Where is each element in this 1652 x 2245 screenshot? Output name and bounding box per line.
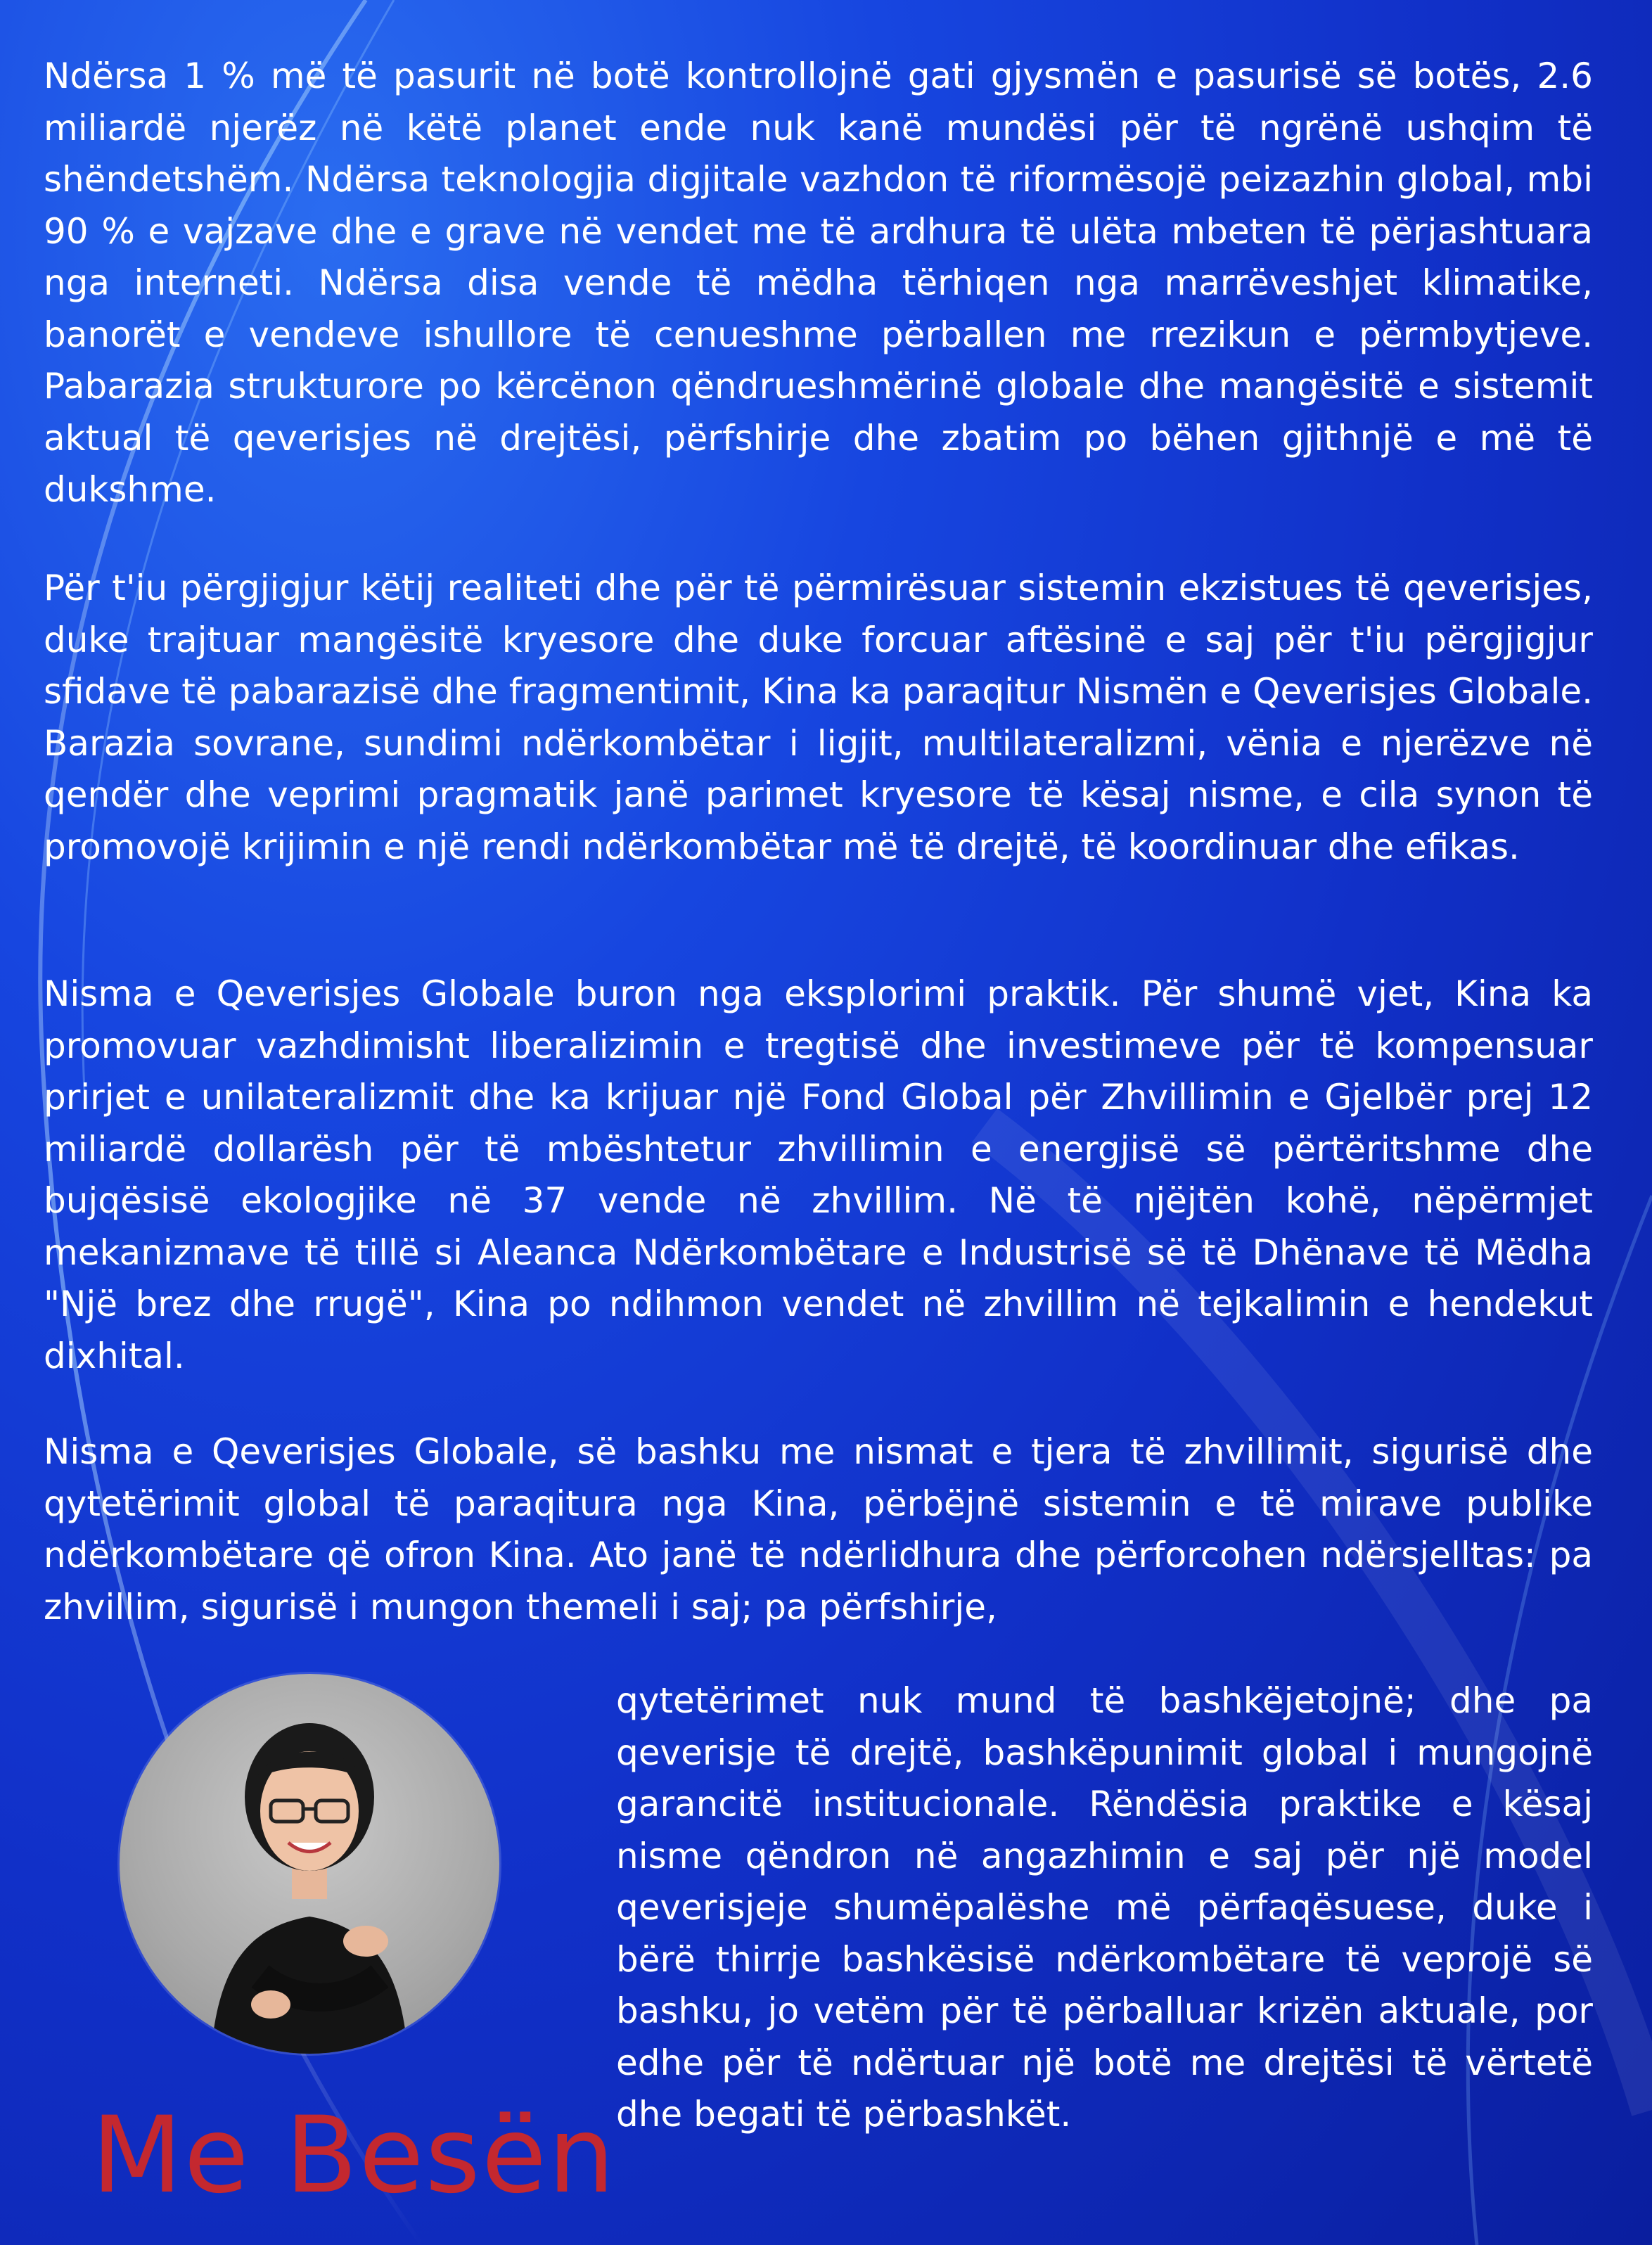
article-paragraph-4: Nisma e Qeverisjes Globale, së bashku me nismat e tjera të zhvillimit, sigurisë dhe qytetërimit global të paraqitura nga Kina, përbëjnë sistemin e të mirave publike ndërkombëtare që ofron Kina. Ato janë të ndërlidhura dhe përforcohen ndërsjelltas: pa zhvillim, sigurisë i mungon themeli i saj; pa përfshirje, (44, 1431, 1593, 1627)
author-portrait-icon (120, 1674, 499, 2054)
author-photo (120, 1674, 499, 2054)
article-paragraph-1: Ndërsa 1 % më të pasurit në botë kontrollojnë gati gjysmën e pasurisë së botës, 2.6 miliardë njerëz në këtë planet ende nuk kanë mundësi për të ngrënë ushqim të shëndetshëm. Ndërsa teknologjia digjitale vazhdon të riformësojë peizazhin global, mbi 90 % e vajzave dhe e grave në vendet me të ardhura të ulëta mbeten të përjashtuara nga interneti. Ndërsa disa vende të mëdha tërhiqen nga marrëveshjet klimatike, banorët e vendeve ishullore të cenueshme përballen me rrezikun e përmbytjeve. Pabarazia strukturore po kërcënon qëndrueshmërinë globale dhe mangësitë e sistemit aktual të qeverisjes në drejtësi, përfshirje dhe zbatim po bëhen gjithnjë e më të dukshme. (44, 56, 1593, 510)
article-paragraph-3: Nisma e Qeverisjes Globale buron nga eksplorimi praktik. Për shumë vjet, Kina ka promovuar vazhdimisht liberalizimin e tregtisë dhe investimeve për të kompensuar prirjet e unilateralizmit dhe ka krijuar një Fond Global për Zhvillimin e Gjelbër prej 12 miliardë dollarësh për të mbështetur zhvillimin e energjisë së përtëritshme dhe bujqësisë ekologjike në 37 vende në zhvillim. Në të njëjtën kohë, nëpërmjet mekanizmave të tillë si Aleanca Ndërkombëtare e Industrisë së të Dhënave të Mëdha "Një brez dhe rrugë", Kina po ndihmon vendet në zhvillim në tejkalimin e hendekut dixhital. (44, 973, 1593, 1376)
author-signature: Me Besën (91, 2094, 617, 2217)
article-paragraph-2: Për t'iu përgjigjur këtij realiteti dhe për të përmirësuar sistemin ekzistues të qeverisjes, duke trajtuar mangësitë kryesore dhe duke forcuar aftësinë e saj për t'iu përgjigjur sfidave të pabarazisë dhe fragmentimit, Kina ka paraqitur Nismën e Qeverisjes Globale. Barazia sovrane, sundimi ndërkombëtar i ligjit, multilateralizmi, vënia e njerëzve në qendër dhe veprimi pragmatik janë parimet kryesore të kësaj nisme, e cila synon të promovojë krijimin e një rendi ndërkombëtar më të drejtë, të koordinuar dhe efikas. (44, 568, 1593, 867)
article-paragraph-5: qytetërimet nuk mund të bashkëjetojnë; dhe pa qeverisje të drejtë, bashkëpunimit global i mungojnë garancitë institucionale. Rëndësia praktike e kësaj nisme qëndron në angazhimin e saj për një model qeverisjeje shumëpalëshe më përfaqësuese, duke i bërë thirrje bashkësisë ndërkombëtare të veprojë së bashku, jo vetëm për të përballuar krizën aktuale, por edhe për të ndërtuar një botë me drejtësi të vërtetë dhe begati të përbashkët. (616, 1680, 1593, 2135)
